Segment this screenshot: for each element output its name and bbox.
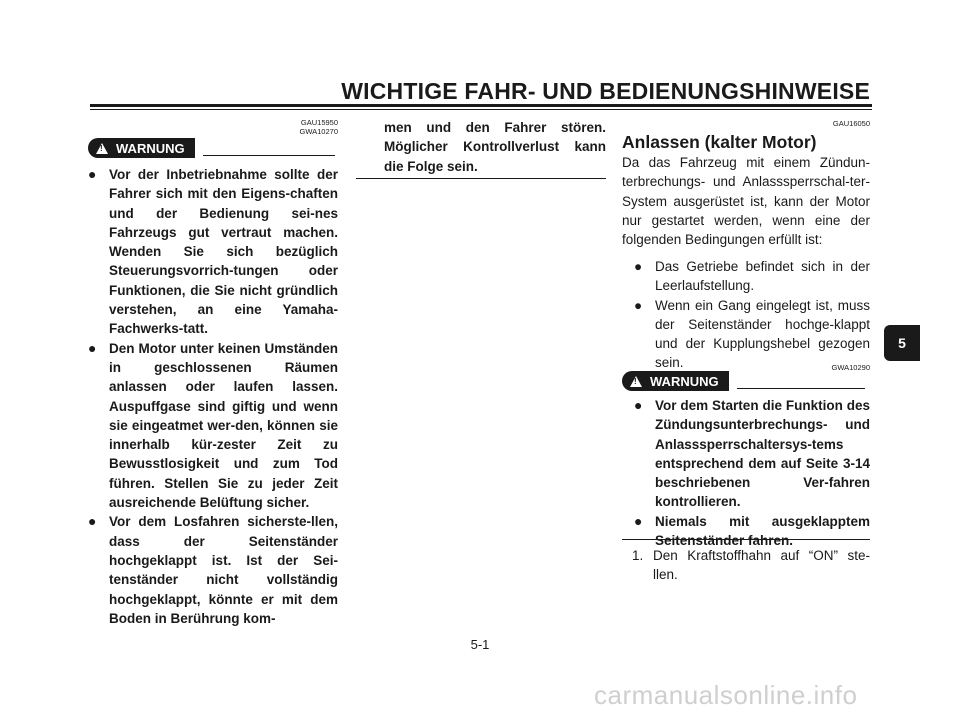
warning-list-left: [88, 165, 338, 628]
list-item-text: Vor der Inbetriebnahme sollte der Fahrer sich mit den Eigens-chaften und der Bedienung sei-nes Fahrzeugs gut vertraut machen. Wenden Sie sich bezüglich Steuerungsvorrich-tungen oder Funktionen, die Sie nicht gründlich verstehen, an eine Yamaha-Fachwerks-tatt.: [109, 167, 338, 337]
warning-rule: [203, 155, 335, 156]
bullet-icon: ●: [88, 166, 97, 182]
list-item: [634, 396, 870, 512]
intro-paragraph: Da das Fahrzeug mit einem Zündun-terbrechungs- und Anlasssperrschal-ter-System ausgerüstet ist, kann der Motor nur gestartet werden, wenn eine der folgenden Bedingungen erfüllt ist:: [622, 155, 870, 248]
watermark: carmanualsonline.info: [594, 680, 858, 710]
ref-code-warning: GWA10290: [831, 363, 870, 372]
continuation-text: men und den Fahrer stören. Möglicher Kontrollverlust kann die Folge sein.: [384, 120, 606, 174]
bullet-icon: ●: [634, 259, 643, 274]
warning-header-right: [622, 371, 865, 391]
bullet-icon: ●: [634, 512, 643, 529]
list-item: [634, 296, 870, 373]
step-list: [632, 546, 870, 585]
list-item-text: Vor dem Starten die Funktion des Zündungsunterbrechungs- und Anlasssperrschaltersys-tems entsprechend dem auf Seite 3-14 beschriebenen Ver-fahren kontrollieren.: [655, 398, 870, 510]
list-item-text: Wenn ein Gang eingelegt ist, muss der Seitenständer hochge-klappt und der Kupplungshebel gezogen sein.: [655, 297, 870, 371]
warning-badge: [622, 371, 729, 391]
section-heading: Anlassen (kalter Motor): [622, 132, 817, 152]
warning-header-left: [88, 138, 335, 158]
warning-label: WARNUNG: [116, 140, 185, 156]
warning-triangle-icon: [630, 376, 642, 387]
warning-list-right: [634, 396, 870, 550]
list-item-text: Das Getriebe befindet sich in der Leerlaufstellung.: [655, 259, 870, 294]
bullet-icon: ●: [88, 513, 97, 530]
step-number: 1.: [632, 548, 644, 563]
ref-code-2: GWA10270: [299, 127, 338, 136]
page-header-title: WICHTIGE FAHR- UND BEDIENUNGSHINWEISE: [341, 78, 870, 104]
warning-end-rule: [622, 539, 870, 540]
bullet-icon: ●: [88, 339, 97, 356]
ref-code-left: [270, 118, 338, 136]
list-item: [634, 512, 870, 551]
header-rule: [90, 104, 872, 107]
page-number: 5-1: [470, 637, 490, 652]
list-item: [634, 257, 870, 296]
warning-triangle-icon: [96, 143, 108, 154]
list-item-text: Niemals mit ausgeklapptem Seitenständer fahren.: [655, 513, 870, 549]
bullet-icon: ●: [634, 297, 643, 313]
warning-end-rule: [356, 178, 606, 179]
list-item: [88, 165, 338, 339]
warning-continuation: [384, 118, 606, 176]
list-item-text: Vor dem Losfahren sicherste-llen, dass der Seitenständer hochgeklappt ist. Ist der Sei-tenständer nicht vollständig hochgeklappt, könnte er mit dem Boden in Berührung kom-: [109, 514, 338, 626]
warning-rule: [737, 388, 865, 389]
bullet-icon: ●: [634, 397, 643, 413]
conditions-list: [634, 257, 870, 373]
list-item: [88, 512, 338, 628]
step-text: Den Kraftstoffhahn auf “ON” ste-llen.: [653, 548, 870, 583]
header-rule-thin: [90, 109, 872, 110]
chapter-tab: 5: [884, 325, 920, 361]
list-item: [88, 339, 338, 513]
ref-code-heading: GAU16050: [832, 119, 870, 128]
warning-label: WARNUNG: [650, 373, 719, 389]
ref-code-1: GAU15950: [300, 118, 338, 127]
list-item-text: Den Motor unter keinen Umständen in geschlossenen Räumen anlassen oder laufen lassen. Auspuffgase sind giftig und wenn sie eingeatmet wer-den, können sie innerhalb kür-zester Zeit zu Bewusstlosigkeit und zum Tod führen. Stellen Sie zu jeder Zeit ausreichende Belüftung sicher.: [109, 340, 338, 511]
warning-badge: [88, 138, 195, 158]
step-item: [632, 546, 870, 585]
